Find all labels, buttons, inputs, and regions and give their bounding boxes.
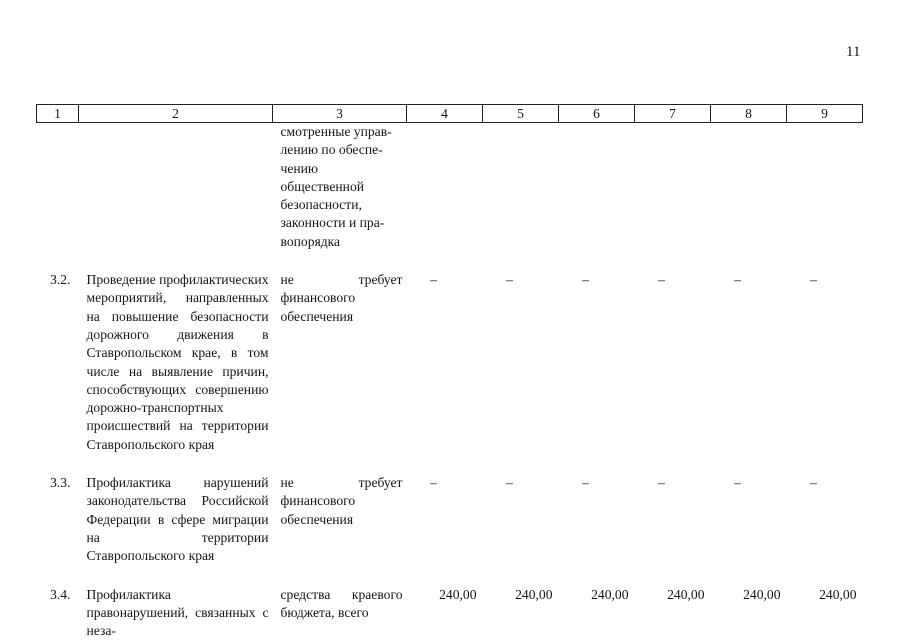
row-source: не требует финансового обеспечения [280,475,403,527]
row-value: – [658,475,665,491]
row-value: – [810,475,817,491]
row-value: – [582,475,589,491]
continuation-line: лению по обеспе- [280,142,383,158]
table-header-row [37,105,863,123]
header-col-7: 7 [635,105,711,123]
continuation-line: вопорядка [280,233,341,249]
continuation-line: смотренные управ- [280,124,392,139]
header-col-5: 5 [483,105,559,123]
header-col-6: 6 [559,105,635,123]
row-value: 240,00 [591,586,629,602]
row-source: не требует финансового обеспечения [280,272,403,324]
row-number: 3.2. [50,272,71,288]
row-value: – [582,272,589,288]
row-value: 240,00 [515,586,553,602]
header-col-4: 4 [407,105,483,123]
row-value: – [734,272,741,288]
row-name: Профилактика нарушений законодательства Российской Федерации в сфере миграции на территории Ставропольского края [86,475,269,564]
row-source: средства краевого бюджета, всего [280,586,403,620]
header-col-9: 9 [787,105,863,123]
row-value: 240,00 [439,586,477,602]
row-value: – [658,272,665,288]
table-row [37,472,863,583]
program-table [36,104,863,640]
header-col-3: 3 [273,105,407,123]
row-value: – [810,272,817,288]
row-value: – [506,272,513,288]
continuation-source-cell [273,123,407,270]
row-value: 240,00 [819,586,857,602]
row-value: – [430,272,437,288]
row-value: 240,00 [743,586,781,602]
continuation-line: чению общественной безопасности, [280,160,365,213]
row-number: 3.4. [50,586,71,602]
row-number: 3.3. [50,475,71,491]
continuation-row [37,123,863,270]
row-name: Профилактика правонарушений, связанных с неза- [86,586,269,639]
row-name: Проведение профилактических мероприятий, направленных на повышение безопасности дорожного движения в Ставропольском крае, в том числе на выявление причин, способствующих совершению дорожно-транспортных происшествий на территории Ставропольского края [86,272,269,452]
header-col-2: 2 [79,105,273,123]
continuation-line: законности и пра- [280,215,385,231]
row-value: – [430,475,437,491]
row-value: 240,00 [667,586,705,602]
row-value: – [734,475,741,491]
header-col-1: 1 [37,105,79,123]
page-number: 11 [846,44,861,60]
row-value: – [506,475,513,491]
table-row [37,584,863,640]
header-col-8: 8 [711,105,787,123]
table-row [37,269,863,472]
